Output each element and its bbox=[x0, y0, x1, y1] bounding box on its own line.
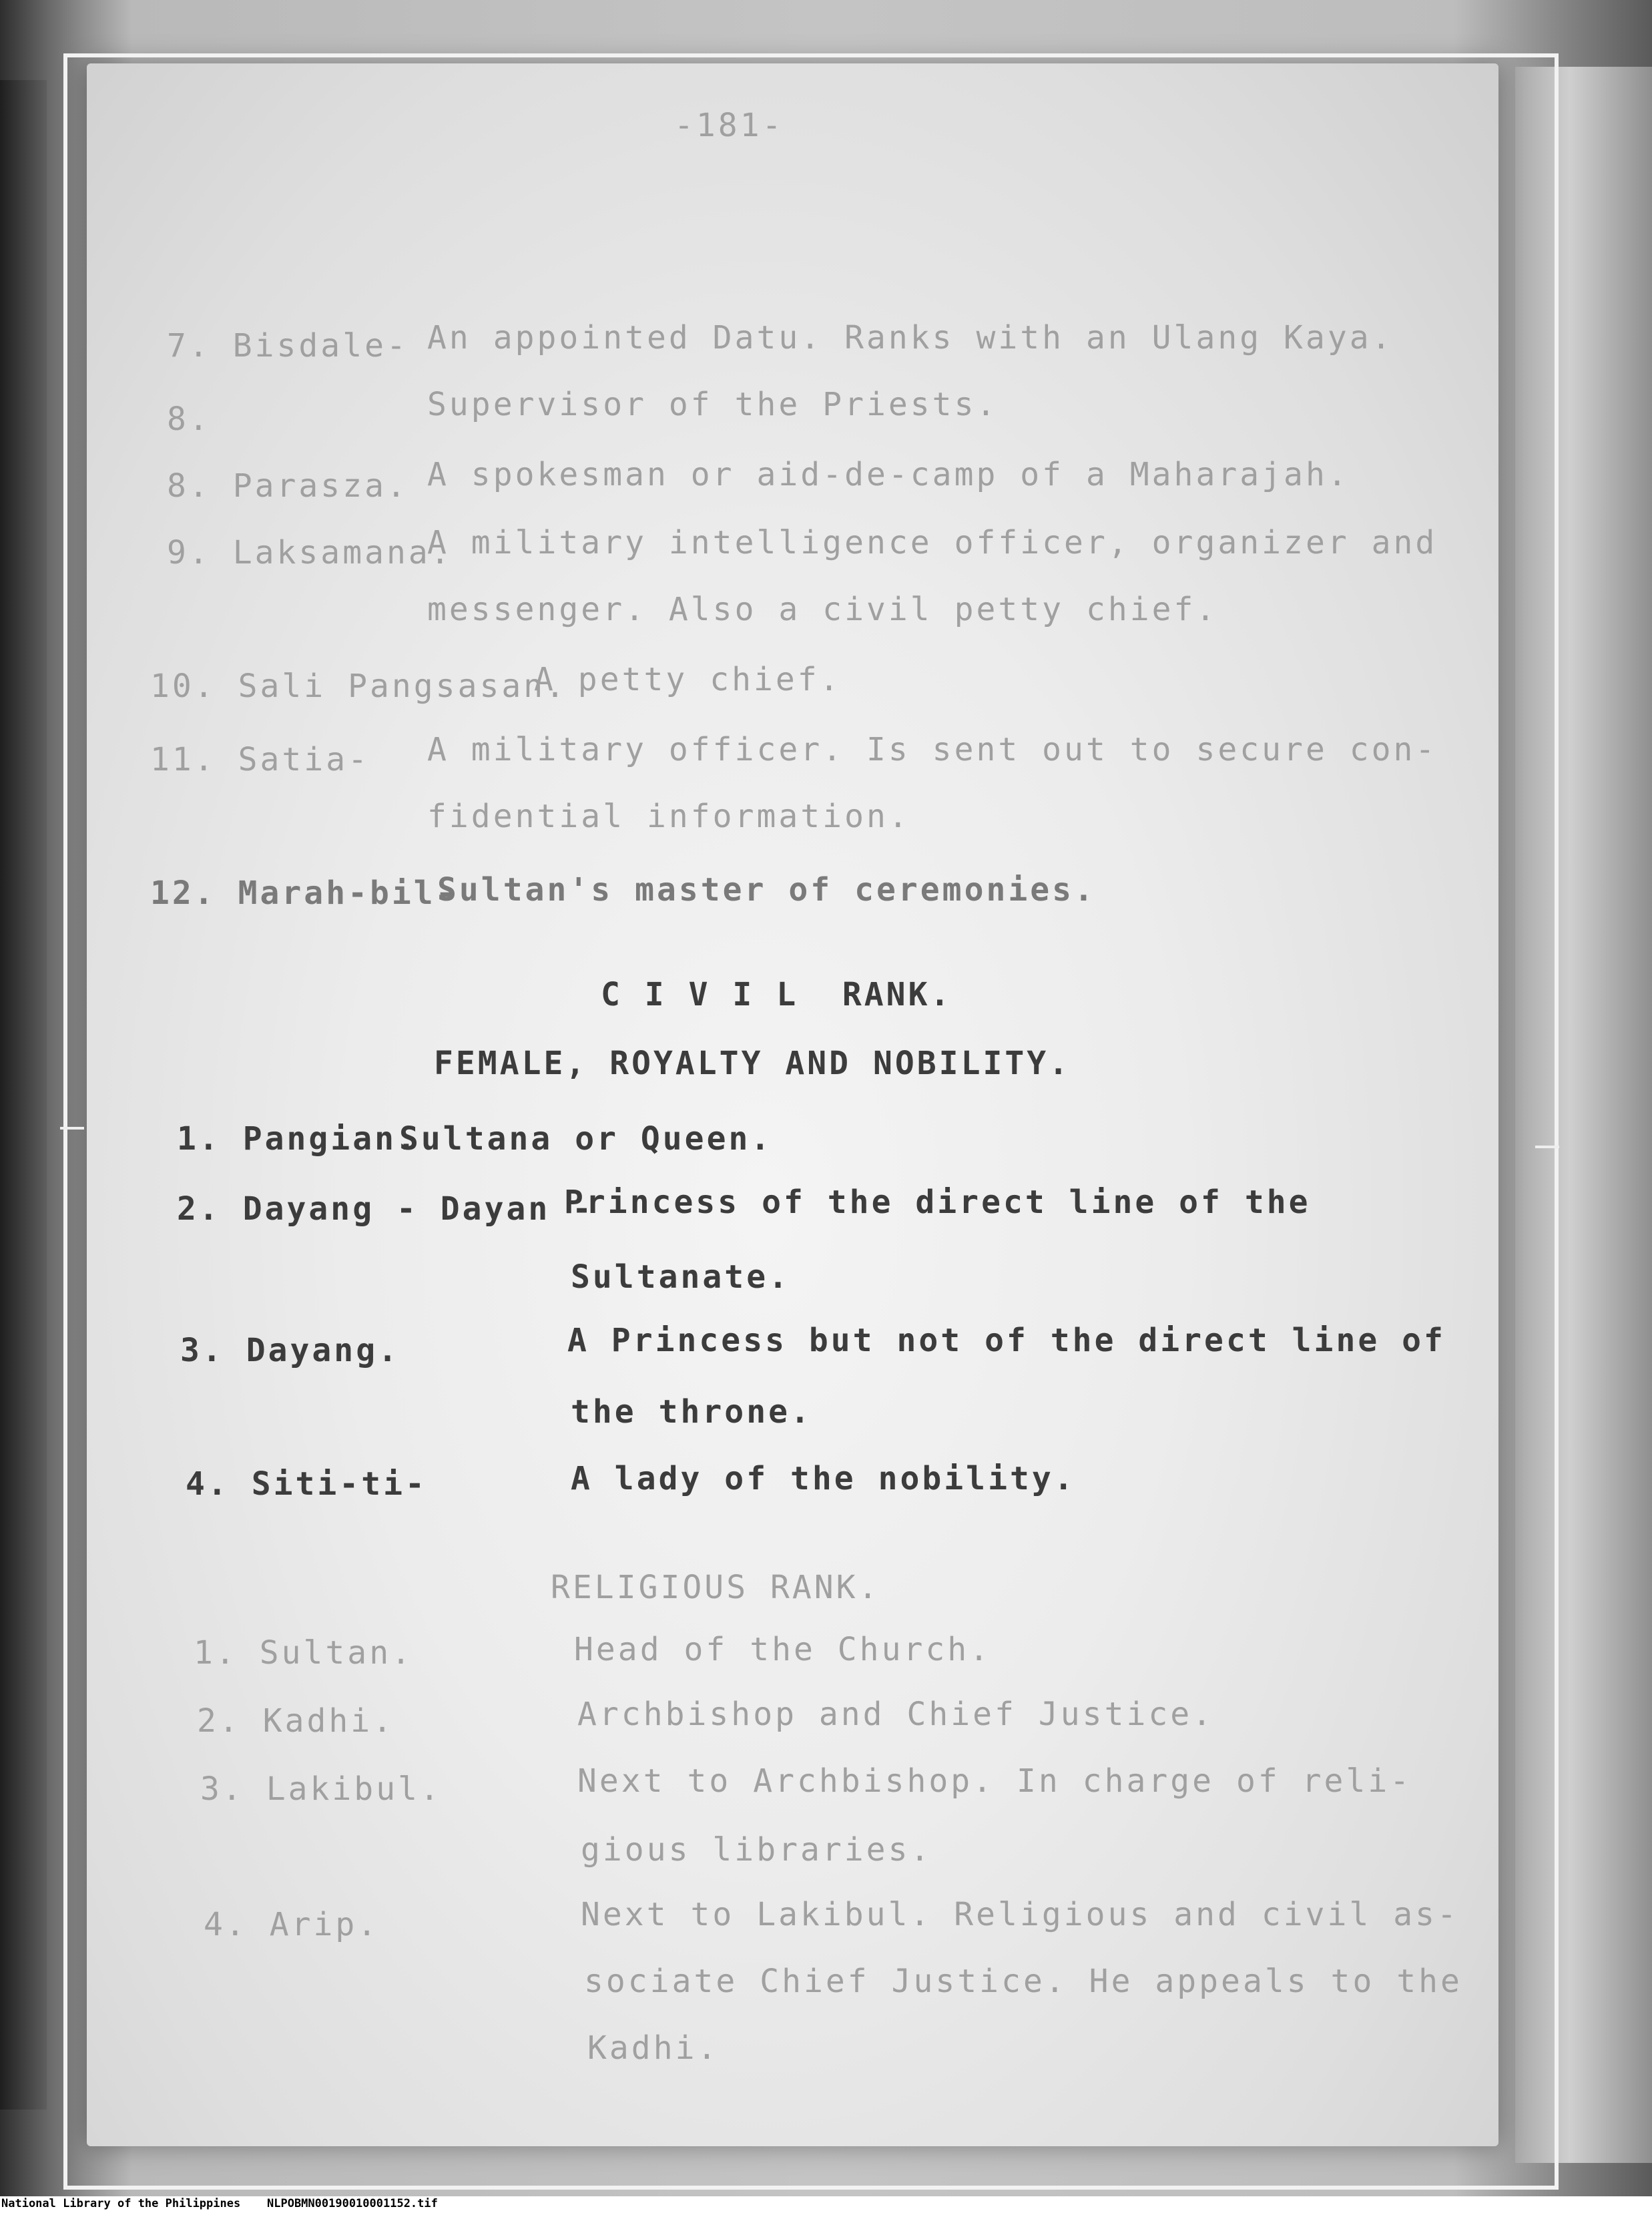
footer-library: National Library of the Philippines bbox=[1, 2197, 241, 2210]
rank-number: 4. Siti-ti- bbox=[186, 1465, 427, 1503]
entry-text: Sultan's master of ceremonies. bbox=[437, 871, 1096, 909]
scan-footer bbox=[0, 2196, 1652, 2213]
entry-number: 9. Laksamana. bbox=[167, 534, 453, 571]
rank-text: gious libraries. bbox=[581, 1831, 932, 1869]
entry-number: 12. Marah-bil- bbox=[150, 875, 458, 912]
rank-number: 3. Dayang. bbox=[180, 1332, 400, 1369]
frame-tick-left bbox=[60, 1127, 84, 1130]
section-heading: RELIGIOUS RANK. bbox=[551, 1569, 880, 1606]
rank-number: 3. Lakibul. bbox=[200, 1770, 442, 1808]
entry-number: 10. Sali Pangsasan. bbox=[150, 668, 568, 705]
rank-number: 1. Sultan. bbox=[194, 1634, 413, 1672]
section-heading: C I V I L RANK. bbox=[601, 976, 952, 1013]
entry-text: A military intelligence officer, organizer and bbox=[427, 524, 1438, 561]
rank-text: the throne. bbox=[571, 1393, 812, 1431]
rank-text: Archbishop and Chief Justice. bbox=[577, 1696, 1215, 1733]
page-number: -181- bbox=[674, 107, 784, 144]
rank-text: A Princess but not of the direct line of bbox=[567, 1322, 1446, 1359]
entry-text: messenger. Also a civil petty chief. bbox=[427, 591, 1218, 628]
entry-number: 7. Bisdale- bbox=[167, 327, 408, 364]
entry-text: A military officer. Is sent out to secure con- bbox=[427, 731, 1438, 768]
section-subheading: FEMALE, ROYALTY AND NOBILITY. bbox=[434, 1045, 1071, 1082]
entry-number: 8. Parasza. bbox=[167, 467, 408, 505]
rank-number: 1. Pangian. bbox=[177, 1120, 419, 1158]
entry-text: Supervisor of the Priests. bbox=[427, 386, 999, 423]
rank-text: Sultana or Queen. bbox=[399, 1120, 773, 1158]
entry-text: fidential information. bbox=[427, 798, 910, 835]
entry-number: 8. bbox=[167, 401, 211, 438]
entry-text: A petty chief. bbox=[534, 661, 842, 698]
rank-text: Princess of the direct line of the bbox=[564, 1184, 1311, 1221]
rank-text: Kadhi. bbox=[587, 2029, 720, 2067]
rank-text: Next to Lakibul. Religious and civil as- bbox=[581, 1896, 1459, 1933]
rank-number: 4. Arip. bbox=[204, 1906, 380, 1943]
rank-text: Sultanate. bbox=[571, 1258, 790, 1296]
footer-filename: NLPOBMN00190010001152.tif bbox=[267, 2197, 438, 2210]
frame-tick-right bbox=[1535, 1146, 1559, 1148]
rank-text: A lady of the nobility. bbox=[571, 1460, 1076, 1497]
left-page-edge bbox=[0, 80, 47, 2110]
entry-text: A spokesman or aid-de-camp of a Maharajah. bbox=[427, 456, 1350, 493]
rank-text: sociate Chief Justice. He appeals to the bbox=[584, 1963, 1462, 2000]
entry-text: An appointed Datu. Ranks with an Ulang Kaya. bbox=[427, 319, 1394, 356]
book-right-edge bbox=[1515, 67, 1652, 2163]
rank-number: 2. Kadhi. bbox=[197, 1702, 395, 1740]
rank-text: Head of the Church. bbox=[574, 1631, 992, 1668]
rank-number: 2. Dayang - Dayan - bbox=[177, 1190, 595, 1228]
rank-text: Next to Archbishop. In charge of reli- bbox=[577, 1762, 1412, 1800]
entry-number: 11. Satia- bbox=[150, 741, 370, 778]
